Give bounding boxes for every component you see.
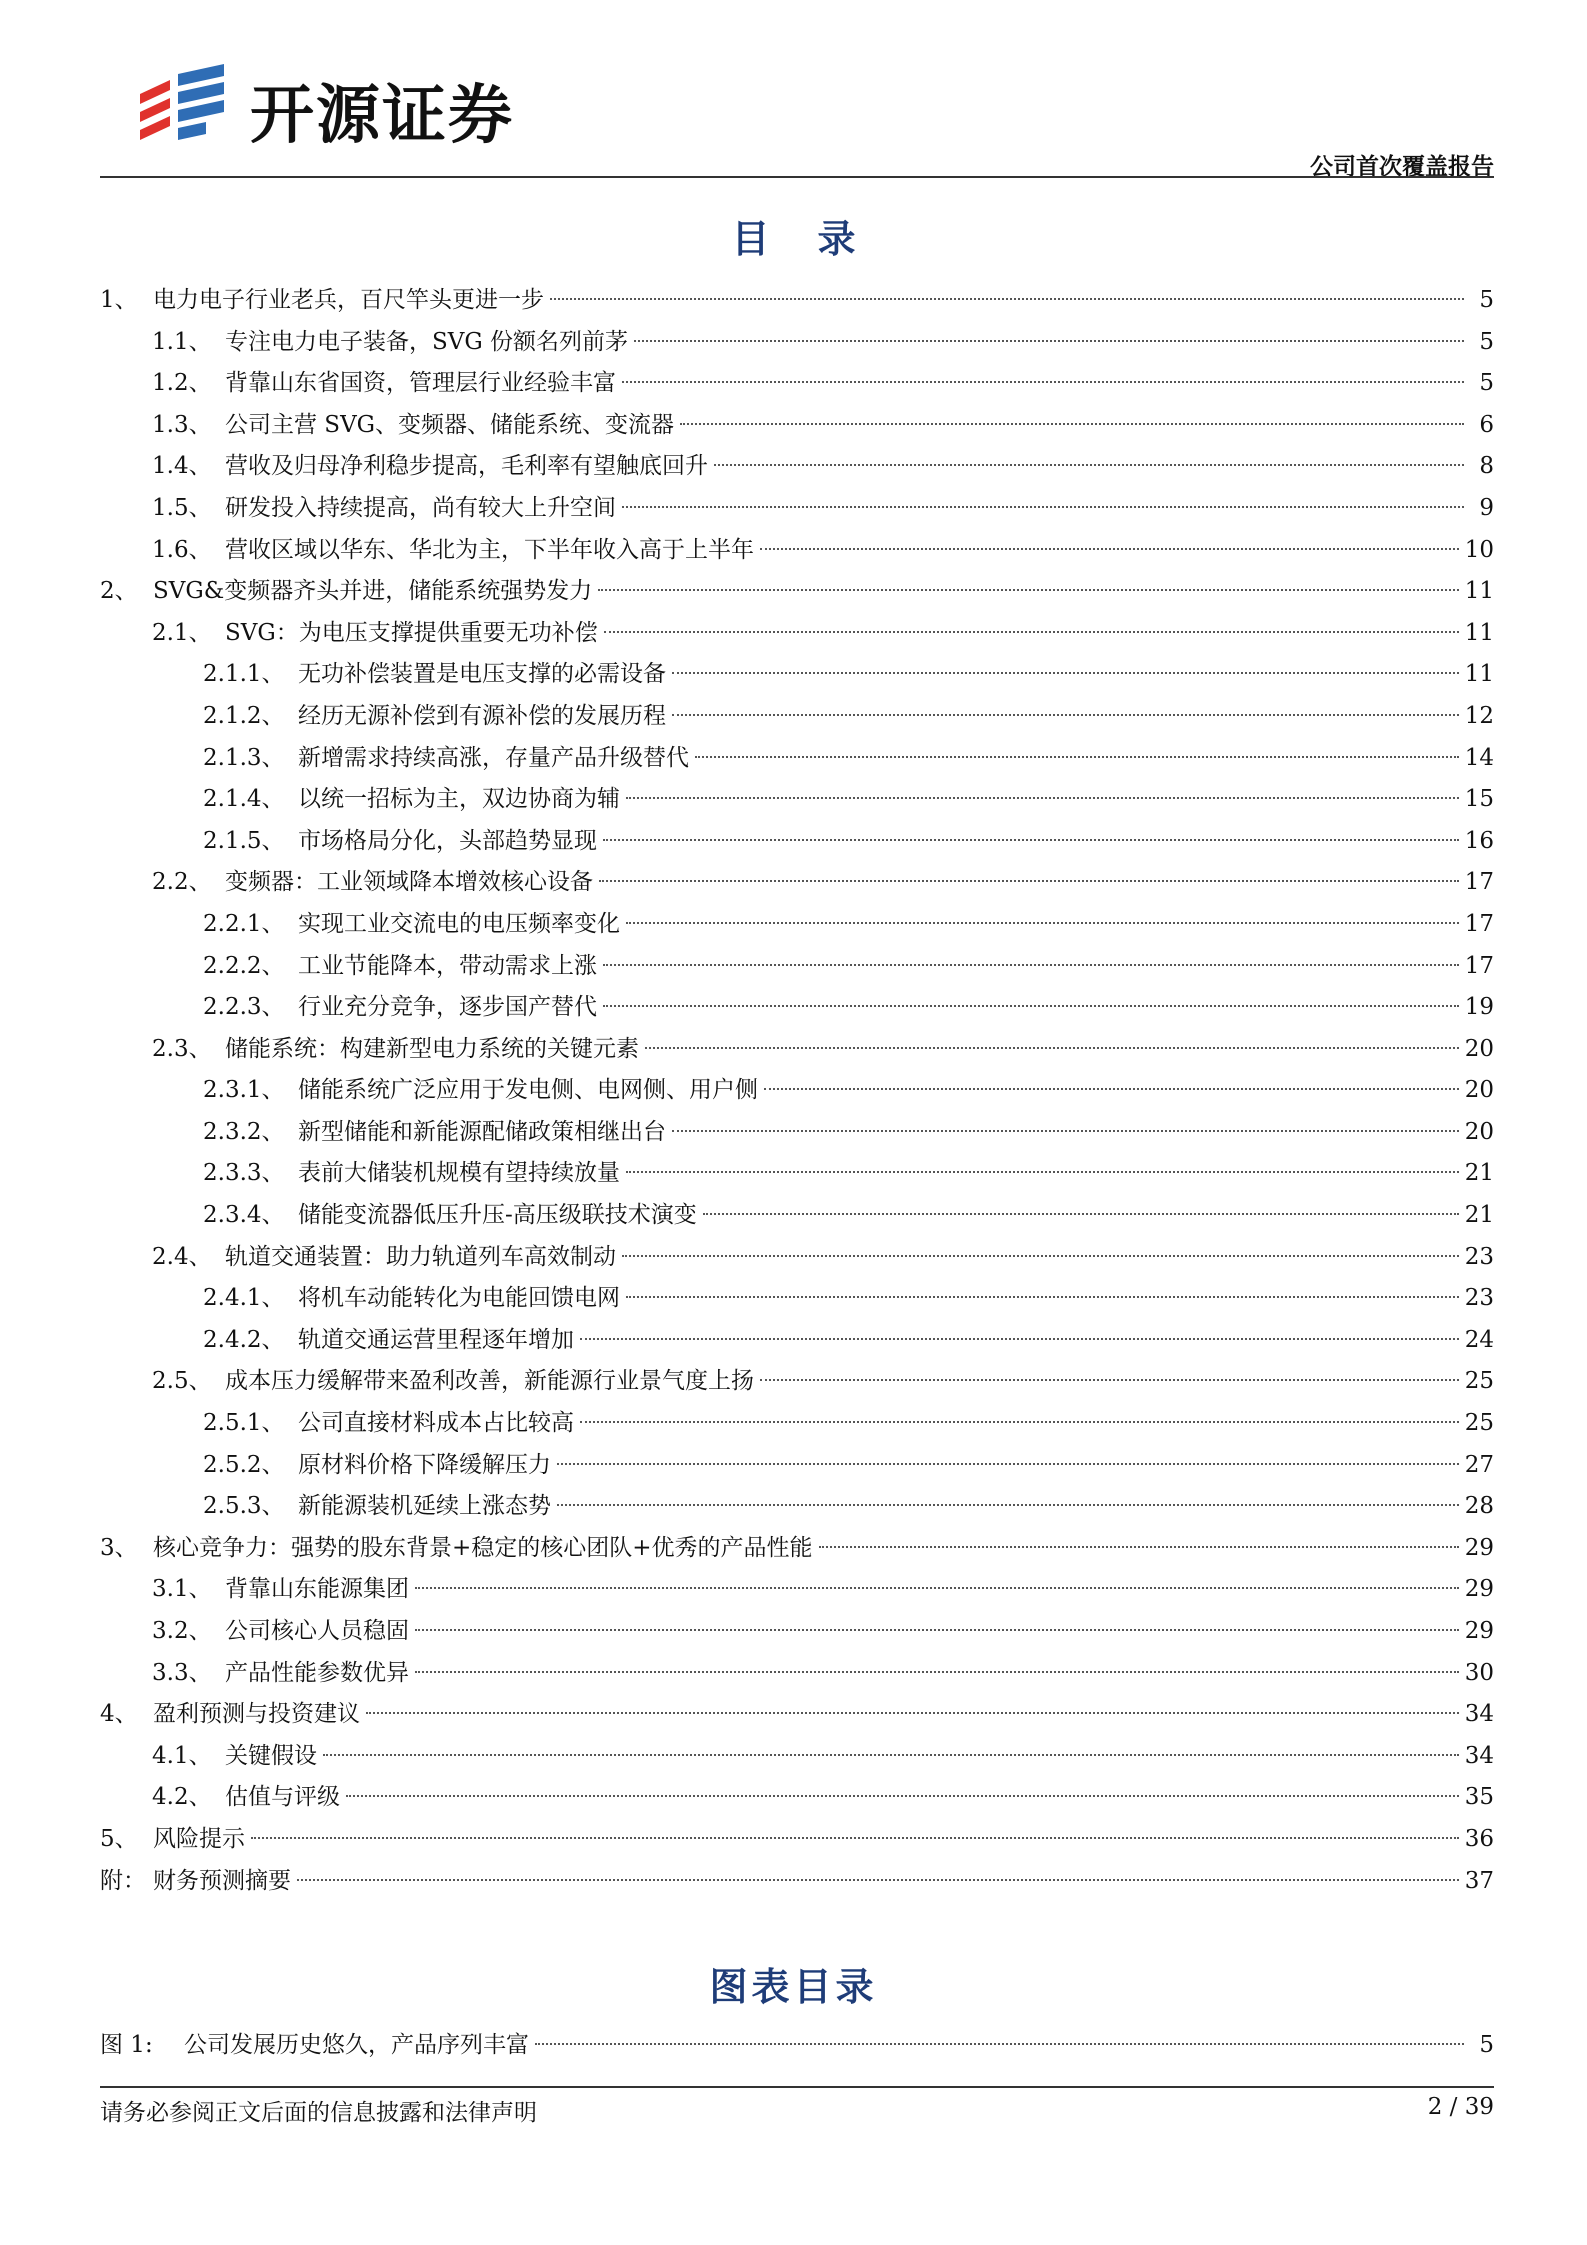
figure-list (100, 2024, 1494, 2066)
toc-entry-number: 3.1、 (152, 1576, 212, 1603)
dot-leader (760, 1379, 1459, 1381)
toc-entry-number: 2.1.2、 (203, 702, 285, 729)
toc-entry-title: 新型储能和新能源配储政策相继出台 (298, 1118, 666, 1145)
toc-entry-number: 2.5.3、 (203, 1493, 285, 1520)
toc-entry-number: 2.1.3、 (203, 744, 285, 771)
toc-entry-page: 29 (1464, 1618, 1494, 1644)
toc-entry-number: 3.3、 (152, 1659, 212, 1686)
toc-entry-page: 29 (1464, 1576, 1494, 1603)
toc-entry-page: 17 (1464, 869, 1494, 896)
toc-entry-page: 17 (1464, 952, 1494, 979)
toc-entry[interactable] (100, 280, 1494, 322)
toc-entry-page: 11 (1464, 661, 1494, 688)
footer-disclaimer: 请务必参阅正文后面的信息披露和法律声明 (100, 2100, 537, 2126)
dot-leader (626, 922, 1459, 924)
toc-entry-number: 2、 (100, 578, 138, 605)
toc-entry[interactable] (100, 1611, 1494, 1653)
toc-entry-page: 9 (1479, 494, 1494, 521)
toc-entry[interactable] (100, 1736, 1494, 1778)
toc-entry[interactable] (100, 488, 1494, 530)
toc-entry-page: 25 (1464, 1368, 1494, 1395)
dot-leader (645, 1047, 1459, 1049)
toc-entry-title: 实现工业交流电的电压频率变化 (298, 910, 620, 937)
toc-entry-title: 产品性能参数优异 (225, 1659, 409, 1686)
dot-leader (672, 1130, 1459, 1132)
dot-leader (580, 1338, 1459, 1340)
toc-entry-number: 1.6、 (152, 536, 212, 563)
toc-entry-page: 8 (1479, 453, 1494, 480)
toc-entry[interactable] (100, 1653, 1494, 1695)
dot-leader (626, 1296, 1459, 1298)
toc-entry-number: 2.3.1、 (203, 1077, 285, 1104)
toc-entry-title: SVG：为电压支撑提供重要无功补偿 (225, 619, 598, 646)
toc-entry[interactable] (100, 1237, 1494, 1279)
toc-entry-title: 无功补偿装置是电压支撑的必需设备 (298, 661, 666, 688)
toc-entry-title: 公司核心人员稳固 (225, 1618, 409, 1644)
dot-leader (603, 1005, 1459, 1007)
dot-leader (415, 1671, 1459, 1673)
toc-entry[interactable] (100, 1278, 1494, 1320)
toc-entry-number: 1.1、 (152, 328, 212, 355)
dot-leader (604, 631, 1459, 633)
page-header (100, 52, 1494, 180)
dot-leader (323, 1754, 1459, 1756)
dot-leader (764, 1088, 1459, 1090)
toc-entry[interactable] (100, 1361, 1494, 1403)
toc-entry-number: 2.1、 (152, 619, 212, 646)
dot-leader (703, 1213, 1459, 1215)
toc-entry[interactable] (100, 1403, 1494, 1445)
toc-entry-page: 36 (1464, 1825, 1494, 1852)
toc-entry-title: 电力电子行业老兵，百尺竿头更进一步 (153, 287, 544, 313)
toc-entry-title: 新增需求持续高涨，存量产品升级替代 (298, 744, 689, 771)
toc-entry-title: 风险提示 (153, 1825, 245, 1852)
dot-leader (297, 1879, 1459, 1881)
toc-entry[interactable] (100, 862, 1494, 904)
toc-entry-number: 2.1.5、 (203, 827, 285, 854)
toc-entry-number: 2.1.4、 (203, 786, 285, 813)
toc-entry-title: 营收区域以华东、华北为主，下半年收入高于上半年 (225, 536, 754, 563)
dot-leader (580, 1421, 1459, 1423)
toc-entry[interactable] (100, 446, 1494, 488)
toc-entry-title: 财务预测摘要 (153, 1867, 291, 1894)
toc-entry-page: 20 (1464, 1118, 1494, 1145)
figure-list-title: 图表目录 (709, 1965, 878, 2009)
toc-entry[interactable] (100, 1112, 1494, 1154)
toc-entry[interactable] (100, 571, 1494, 613)
toc-entry-title: 背靠山东能源集团 (225, 1576, 409, 1603)
dot-leader (346, 1795, 1459, 1797)
toc-entry-number: 2.3.3、 (203, 1160, 285, 1187)
toc-entry[interactable] (100, 1320, 1494, 1362)
toc-entry-number: 2.4.1、 (203, 1285, 285, 1312)
dot-leader (550, 298, 1464, 300)
figure-entry-number: 图 1: (100, 2032, 153, 2058)
toc-entry[interactable] (100, 363, 1494, 405)
dot-leader (598, 589, 1459, 591)
toc-entry-title: 背靠山东省国资，管理层行业经验丰富 (225, 370, 616, 397)
dot-leader (672, 714, 1459, 716)
toc-entry[interactable] (100, 1445, 1494, 1487)
dot-leader (695, 756, 1459, 758)
toc-entry-page: 11 (1464, 619, 1494, 646)
toc-entry[interactable] (100, 530, 1494, 572)
toc-entry-number: 2.3.4、 (203, 1202, 285, 1229)
toc-entry[interactable] (100, 1195, 1494, 1237)
toc-entry-title: 公司直接材料成本占比较高 (298, 1410, 574, 1437)
toc-entry-title: 储能系统：构建新型电力系统的关键元素 (225, 1035, 639, 1062)
toc-entry-page: 6 (1479, 411, 1494, 438)
dot-leader (760, 548, 1459, 550)
toc-entry-title: 储能变流器低压升压-高压级联技术演变 (298, 1202, 697, 1229)
toc-entry-number: 3、 (100, 1534, 138, 1561)
toc-entry[interactable] (100, 1029, 1494, 1071)
toc-entry-page: 21 (1464, 1160, 1494, 1187)
toc-entry[interactable] (100, 779, 1494, 821)
toc-entry[interactable] (100, 821, 1494, 863)
dot-leader (634, 340, 1464, 342)
toc-entry-title: SVG&变频器齐头并进，储能系统强势发力 (153, 578, 593, 605)
toc-entry-number: 1、 (100, 287, 138, 313)
toc-entry-title: 新能源装机延续上涨态势 (298, 1493, 551, 1520)
toc-entry-page: 29 (1464, 1534, 1494, 1561)
table-of-contents (100, 280, 1494, 1902)
dot-leader (603, 839, 1459, 841)
toc-entry-number: 1.4、 (152, 453, 212, 480)
toc-entry-page: 34 (1464, 1701, 1494, 1728)
dot-leader (599, 880, 1459, 882)
toc-entry-title: 工业节能降本，带动需求上涨 (298, 952, 597, 979)
toc-entry-number: 2.5.2、 (203, 1451, 285, 1478)
toc-entry-page: 14 (1464, 744, 1494, 771)
toc-entry-title: 盈利预测与投资建议 (153, 1701, 360, 1728)
toc-entry[interactable] (100, 405, 1494, 447)
toc-entry-title: 轨道交通装置：助力轨道列车高效制动 (225, 1243, 616, 1270)
toc-entry[interactable] (100, 322, 1494, 364)
figure-entry[interactable] (100, 2024, 1494, 2066)
toc-entry-number: 2.1.1、 (203, 661, 285, 688)
toc-entry-title: 原材料价格下降缓解压力 (298, 1451, 551, 1478)
footer-divider (100, 2086, 1494, 2088)
header-divider (100, 176, 1494, 178)
toc-entry-page: 20 (1464, 1077, 1494, 1104)
toc-entry-page: 24 (1464, 1326, 1494, 1353)
toc-entry-page: 34 (1464, 1742, 1494, 1769)
toc-entry[interactable] (100, 946, 1494, 988)
dot-leader (557, 1463, 1459, 1465)
dot-leader (680, 423, 1464, 425)
toc-entry-page: 37 (1464, 1867, 1494, 1894)
dot-leader (672, 672, 1459, 674)
toc-entry[interactable] (100, 1569, 1494, 1611)
toc-entry-page: 30 (1464, 1659, 1494, 1686)
toc-entry-number: 2.2.2、 (203, 952, 285, 979)
dot-leader (626, 1171, 1459, 1173)
toc-entry-title: 将机车动能转化为电能回馈电网 (298, 1285, 620, 1312)
toc-entry-page: 12 (1464, 702, 1494, 729)
toc-entry-number: 2.4、 (152, 1243, 212, 1270)
toc-entry-number: 1.2、 (152, 370, 212, 397)
toc-entry-page: 20 (1464, 1035, 1494, 1062)
toc-entry[interactable] (100, 1819, 1494, 1861)
toc-entry-title: 核心竞争力：强势的股东背景+稳定的核心团队+优秀的产品性能 (153, 1534, 813, 1561)
toc-entry[interactable] (100, 738, 1494, 780)
toc-entry[interactable] (100, 1528, 1494, 1570)
toc-entry[interactable] (100, 613, 1494, 655)
dot-leader (714, 464, 1464, 466)
toc-entry-number: 3.2、 (152, 1618, 212, 1644)
toc-entry-number: 2.5.1、 (203, 1410, 285, 1437)
toc-entry-number: 5、 (100, 1825, 138, 1852)
toc-entry[interactable] (100, 987, 1494, 1029)
dot-leader (626, 797, 1459, 799)
toc-entry[interactable] (100, 1486, 1494, 1528)
toc-entry-number: 2.4.2、 (203, 1326, 285, 1353)
brand-name: 开源证券 (250, 79, 514, 153)
toc-entry-title: 成本压力缓解带来盈利改善，新能源行业景气度上扬 (225, 1368, 754, 1395)
toc-entry-number: 1.3、 (152, 411, 212, 438)
kaiyuan-logo-icon (136, 60, 232, 150)
toc-entry-title: 经历无源补偿到有源补偿的发展历程 (298, 702, 666, 729)
dot-leader (535, 2043, 1464, 2045)
toc-entry-page: 10 (1464, 536, 1494, 563)
toc-entry-title: 营收及归母净利稳步提高，毛利率有望触底回升 (225, 453, 708, 480)
toc-entry-number: 2.2、 (152, 869, 212, 896)
toc-entry[interactable] (100, 1694, 1494, 1736)
toc-entry-page: 25 (1464, 1410, 1494, 1437)
toc-entry[interactable] (100, 654, 1494, 696)
dot-leader (557, 1504, 1459, 1506)
toc-entry-number: 4、 (100, 1701, 138, 1728)
toc-entry-page: 35 (1464, 1784, 1494, 1811)
toc-entry-page: 5 (1479, 287, 1494, 313)
toc-entry-number: 附： (100, 1867, 146, 1894)
dot-leader (366, 1712, 1459, 1714)
toc-entry-page: 16 (1464, 827, 1494, 854)
toc-entry-page: 11 (1464, 578, 1494, 605)
toc-title: 目录 (731, 217, 904, 261)
toc-entry-title: 专注电力电子装备，SVG 份额名列前茅 (225, 328, 629, 355)
toc-entry-page: 21 (1464, 1202, 1494, 1229)
toc-entry[interactable] (100, 904, 1494, 946)
toc-entry-page: 5 (1479, 370, 1494, 397)
report-type: 公司首次覆盖报告 (1310, 154, 1494, 180)
toc-entry-number: 2.5、 (152, 1368, 212, 1395)
toc-entry-title: 研发投入持续提高，尚有较大上升空间 (225, 494, 616, 521)
toc-entry-title: 变频器：工业领域降本增效核心设备 (225, 869, 593, 896)
figure-entry-title: 公司发展历史悠久，产品序列丰富 (184, 2032, 529, 2058)
toc-entry-page: 17 (1464, 910, 1494, 937)
dot-leader (415, 1587, 1459, 1589)
dot-leader (622, 381, 1464, 383)
dot-leader (819, 1546, 1459, 1548)
toc-entry[interactable] (100, 696, 1494, 738)
toc-entry-page: 15 (1464, 786, 1494, 813)
toc-entry-title: 关键假设 (225, 1742, 317, 1769)
toc-entry-title: 公司主营 SVG、变频器、储能系统、变流器 (225, 411, 675, 438)
toc-entry-page: 23 (1464, 1285, 1494, 1312)
toc-entry-title: 行业充分竞争，逐步国产替代 (298, 994, 597, 1021)
toc-entry-page: 23 (1464, 1243, 1494, 1270)
toc-entry-page: 27 (1464, 1451, 1494, 1478)
dot-leader (622, 506, 1464, 508)
toc-entry[interactable] (100, 1070, 1494, 1112)
dot-leader (415, 1629, 1459, 1631)
toc-entry-page: 19 (1464, 994, 1494, 1021)
toc-entry-title: 以统一招标为主，双边协商为辅 (298, 786, 620, 813)
toc-entry-title: 市场格局分化，头部趋势显现 (298, 827, 597, 854)
toc-entry-title: 表前大储装机规模有望持续放量 (298, 1160, 620, 1187)
dot-leader (251, 1837, 1459, 1839)
toc-entry-number: 1.5、 (152, 494, 212, 521)
toc-entry-page: 5 (1479, 328, 1494, 355)
toc-entry[interactable] (100, 1861, 1494, 1903)
toc-entry-number: 4.2、 (152, 1784, 212, 1811)
toc-entry-number: 2.3.2、 (203, 1118, 285, 1145)
toc-entry-number: 4.1、 (152, 1742, 212, 1769)
page-indicator: 2 / 39 (1427, 2094, 1494, 2120)
toc-entry-title: 轨道交通运营里程逐年增加 (298, 1326, 574, 1353)
figure-entry-page: 5 (1479, 2032, 1494, 2058)
toc-entry-number: 2.2.1、 (203, 910, 285, 937)
toc-entry[interactable] (100, 1153, 1494, 1195)
toc-entry-title: 储能系统广泛应用于发电侧、电网侧、用户侧 (298, 1077, 758, 1104)
toc-entry[interactable] (100, 1777, 1494, 1819)
toc-entry-title: 估值与评级 (225, 1784, 340, 1811)
toc-entry-number: 2.2.3、 (203, 994, 285, 1021)
toc-entry-page: 28 (1464, 1493, 1494, 1520)
toc-entry-number: 2.3、 (152, 1035, 212, 1062)
dot-leader (622, 1255, 1459, 1257)
dot-leader (603, 964, 1459, 966)
